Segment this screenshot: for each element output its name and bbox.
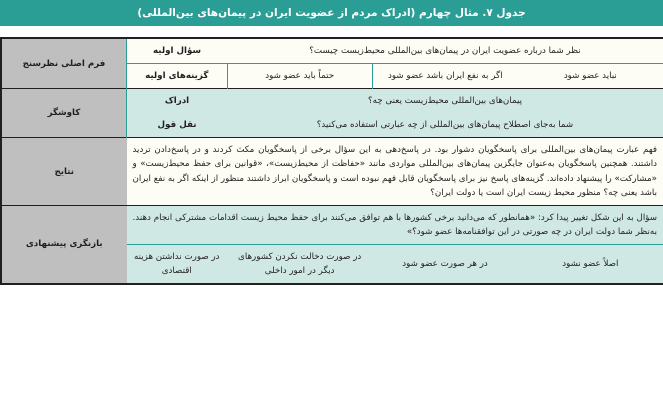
survey-revision-table: [0, 37, 663, 285]
option-cell: در صورت نداشتن هزینه اقتصادی: [127, 244, 228, 284]
section-label-proposed-revision: بازنگری پیشنهادی: [1, 205, 127, 284]
table-row: [1, 38, 663, 63]
proposed-revision-text: سؤال به این شکل تغییر پیدا کرد: «همانطور که می‌دانید برخی کشورها با هم توافق می‌کنند برای حفظ محیط زیست اقدامات مشترکی انجام دهند. به‌نظر شما دولت ایران در چه صورتی در این توافقنامه‌ها عضو شود؟»: [127, 205, 663, 244]
option-cell: اصلاً عضو نشود: [518, 244, 663, 284]
option-cell: اگر به نفع ایران باشد عضو شود: [372, 64, 517, 89]
sub-label-initial-options: گزینه‌های اولیه: [127, 64, 228, 89]
option-cell: در صورت دخالت نکردن کشورهای دیگر در امور داخلی: [227, 244, 372, 284]
initial-question-text: نظر شما درباره عضویت ایران در پیمان‌های بین‌المللی محیط‌زیست چیست؟: [227, 38, 663, 63]
figure-title: جدول ۷. مثال چهارم (ادراک مردم از عضویت ایران در پیمان‌های بین‌المللی): [137, 7, 526, 19]
section-label-original-form: فرم اصلی نظرسنج: [1, 38, 127, 89]
section-label-results: نتایج: [1, 138, 127, 205]
option-cell: در هر صورت عضو شود: [372, 244, 517, 284]
title-spacer: [0, 26, 663, 37]
table-row: [1, 89, 663, 114]
probe-quote-text: شما به‌جای اصطلاح پیمان‌های بین‌المللی از چه عبارتی استفاده می‌کنید؟: [227, 113, 663, 138]
sub-label-perception: ادراک: [127, 89, 228, 114]
section-label-probe: کاوشگر: [1, 89, 127, 138]
sub-label-initial-question: سؤال اولیه: [127, 38, 228, 63]
sub-label-quote: نقل قول: [127, 113, 228, 138]
figure-title-bar: [0, 0, 663, 26]
table-row: [1, 138, 663, 205]
option-cell: نباید عضو شود: [518, 64, 663, 89]
probe-perception-text: پیمان‌های بین‌المللی محیط‌زیست یعنی چه؟: [227, 89, 663, 114]
results-paragraph: فهم عبارت پیمان‌های بین‌المللی برای پاسخگویان دشوار بود. در پاسخ‌دهی به این سؤال برخی از پاسخگویان مکث کردند و در پاسخ‌دادن تردید داشتند. همچنین پاسخگویان به‌عنوان جایگزین پیمان‌های بین‌المللی مواردی مانند «حفاظت از محیط‌زیست»، «قوانین برای حفظ محیط‌زیست» و «مشارکت» را پیشنهاد داده‌اند. گزینه‌های پاسخ نیز برای پاسخگویان قابل فهم نبوده است و پاسخگویان ابراز داشتند منظور از اینکه اگر به نفع ایران باشد یعنی چه؟ منظور محیط زیست ایران است یا دولت ایران؟: [127, 138, 663, 205]
option-cell: حتماً باید عضو شود: [227, 64, 372, 89]
table-row: [1, 205, 663, 244]
